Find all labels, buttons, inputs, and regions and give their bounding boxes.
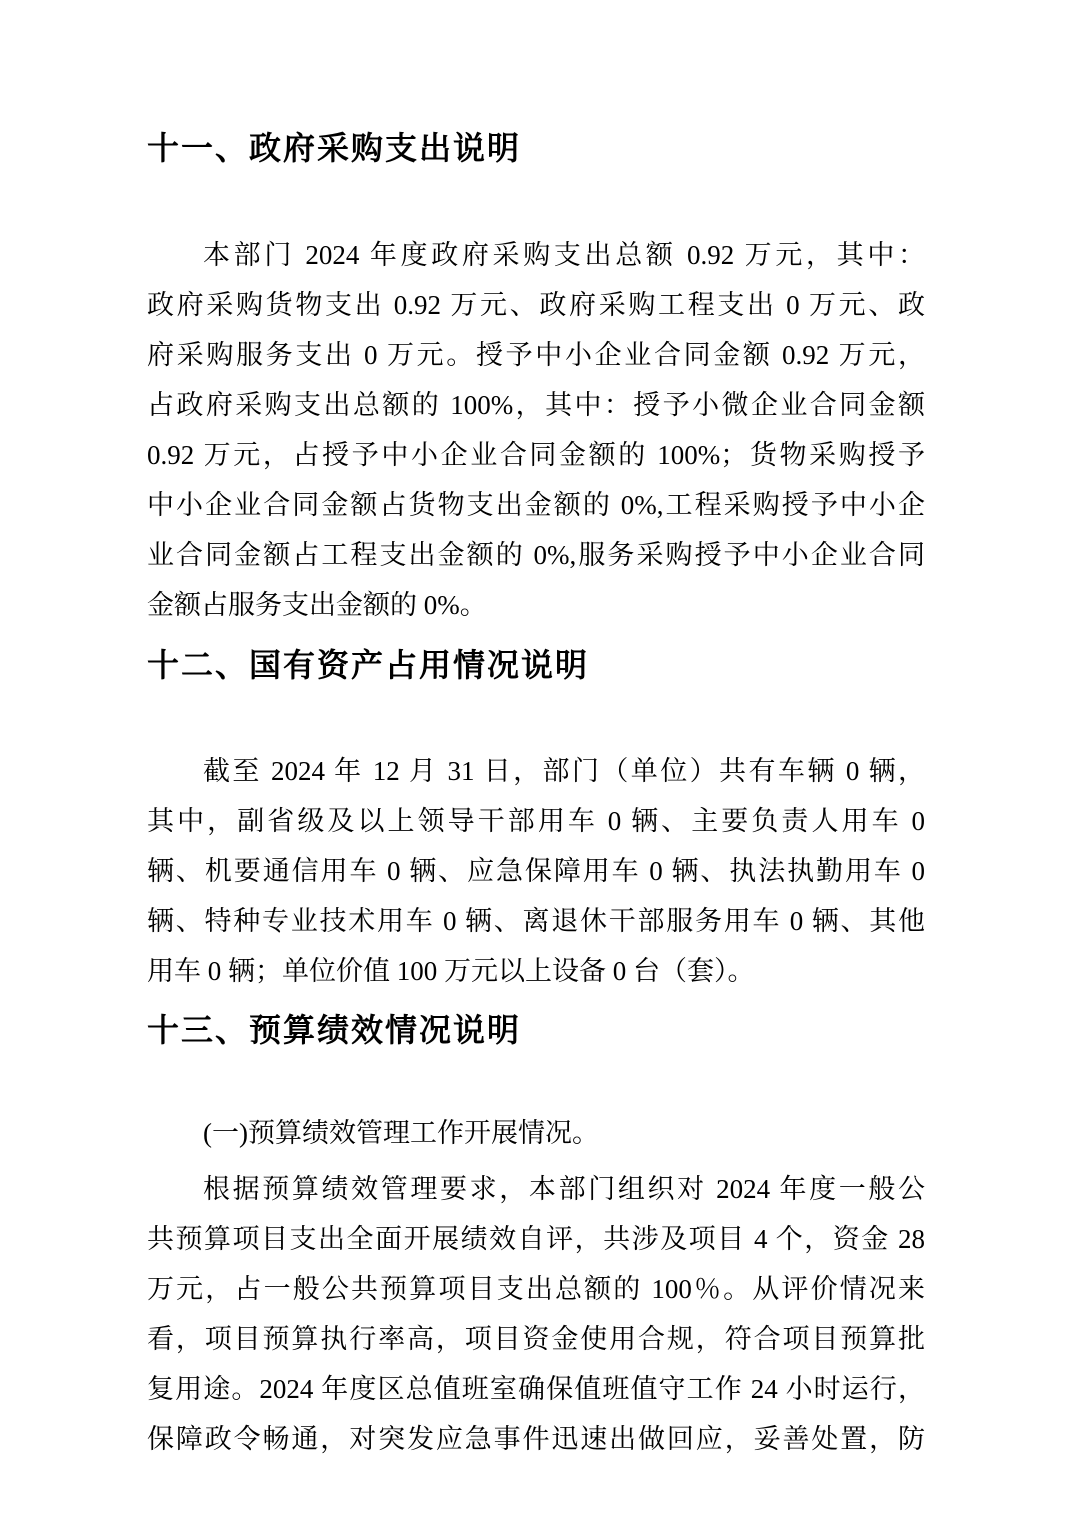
text-line: 根据预算绩效管理要求，本部门组织对 2024 年度一般公 [203, 1174, 925, 1204]
text-line: 共预算项目支出全面开展绩效自评，共涉及项目 4 个，资金 28 [147, 1224, 925, 1254]
text-line: 截至 2024 年 12 月 31 日，部门（单位）共有车辆 0 辆， [203, 756, 925, 786]
section-heading: 十三、预算绩效情况说明 [147, 1012, 522, 1048]
text-line: 占政府采购支出总额的 100%，其中：授予小微企业合同金额 [147, 390, 925, 420]
text-line: 金额占服务支出金额的 0%。 [147, 590, 487, 620]
text-line: 业合同金额占工程支出金额的 0%,服务采购授予中小企业合同 [147, 540, 925, 570]
document-content [147, 127, 925, 1464]
text-line: 本部门 2024 年度政府采购支出总额 0.92 万元，其中： [203, 240, 925, 270]
paragraph [147, 746, 925, 996]
text-line: 看，项目预算执行率高，项目资金使用合规，符合项目预算批 [147, 1324, 925, 1354]
text-line: 用车 0 辆；单位价值 100 万元以上设备 0 台（套）。 [147, 956, 755, 986]
text-line: 保障政令畅通，对突发应急事件迅速出做回应，妥善处置，防 [147, 1424, 925, 1454]
text-line: 万元，占一般公共预算项目支出总额的 100％。从评价情况来 [147, 1274, 925, 1304]
paragraph [147, 1108, 925, 1158]
text-line: (一)预算绩效管理工作开展情况。 [203, 1118, 599, 1148]
text-line: 其中，副省级及以上领导干部用车 0 辆、主要负责人用车 0 [147, 806, 925, 836]
text-line: 政府采购货物支出 0.92 万元、政府采购工程支出 0 万元、政 [147, 290, 925, 320]
paragraph [147, 1164, 925, 1464]
text-line: 0.92 万元，占授予中小企业合同金额的 100%；货物采购授予 [147, 440, 925, 470]
text-line: 复用途。2024 年度区总值班室确保值班值守工作 24 小时运行， [147, 1374, 925, 1404]
section-heading: 十一、政府采购支出说明 [147, 130, 522, 166]
text-line: 辆、特种专业技术用车 0 辆、离退休干部服务用车 0 辆、其他 [147, 906, 925, 936]
text-line: 中小企业合同金额占货物支出金额的 0%,工程采购授予中小企 [147, 490, 925, 520]
text-line: 辆、机要通信用车 0 辆、应急保障用车 0 辆、执法执勤用车 0 [147, 856, 925, 886]
paragraph [147, 230, 925, 630]
section-heading: 十二、国有资产占用情况说明 [147, 647, 590, 683]
text-line: 府采购服务支出 0 万元。授予中小企业合同金额 0.92 万元， [147, 340, 925, 370]
